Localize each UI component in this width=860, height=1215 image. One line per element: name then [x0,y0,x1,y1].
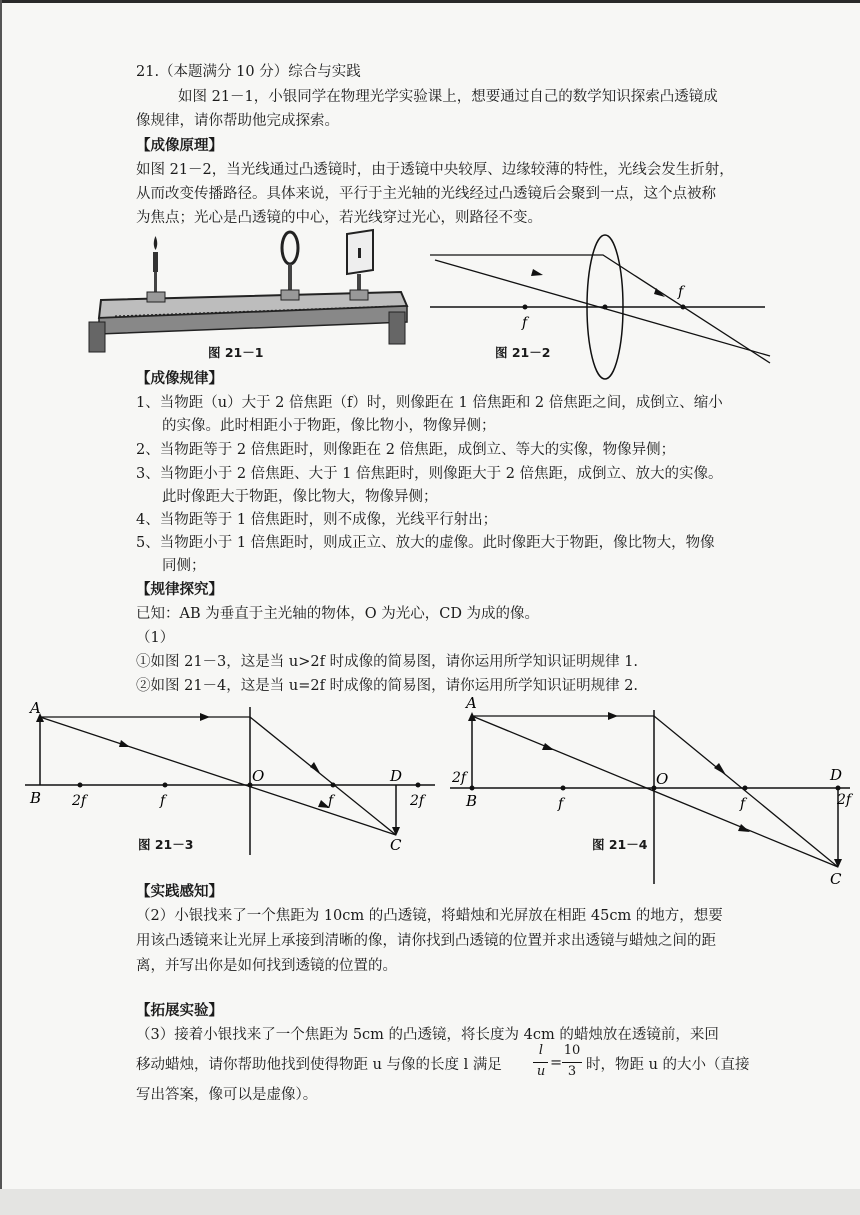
extension-line-1: （3）接着小银找来了一个焦距为 5cm 的凸透镜，将长度为 4cm 的蜡烛放在透镜前，来回 [136,1027,719,1043]
fig4-label-f-left: f [558,796,564,812]
focus-label-left: f [522,315,528,331]
fraction-l-numerator: l [538,1043,544,1058]
fig4-label-A: A [466,694,477,712]
rule-1-line-1: 1、当物距（u）大于 2 倍焦距（f）时，则像距在 1 倍焦距和 2 倍焦距之间，成倒立、缩小 [136,395,723,411]
fraction-value-numerator: 10 [563,1043,581,1058]
figure-21-4-diagram [450,692,855,892]
rules-heading: 【成像规律】 [136,370,223,387]
fig3-label-A: A [30,699,41,717]
rule-3-line-2: 此时像距大于物距，像比物大，物像异侧； [162,489,438,505]
optical-bench-figure [85,226,415,356]
rule-4: 4、当物距等于 1 倍焦距时，则不成像，光线平行射出； [136,512,498,528]
fraction-equals: = [550,1055,563,1071]
part-1-sub-1: ①如图 21－3，这是当 u>2f 时成像的简易图，请你运用所学知识证明规律 1. [136,654,639,670]
extension-line-2-end: 时，物距 u 的大小（直接 [586,1057,750,1073]
question-header: 21.（本题满分 10 分）综合与实践 [136,64,361,80]
principle-heading: 【成像原理】 [136,137,223,154]
center-ray [435,260,770,356]
principle-line-1: 如图 21－2，当光线通过凸透镜时，由于透镜中央较厚、边缘较薄的特性，光线会发生折射， [136,162,734,178]
extension-line-2-start: 移动蜡烛，请你帮助他找到使得物距 u 与像的长度 l 满足 [136,1057,502,1073]
fig3-label-2f-left: 2f [72,793,87,809]
lens-holder-icon [282,232,298,296]
scan-top-edge [0,0,860,3]
fig4-label-C: C [830,870,842,888]
center-ray [40,717,396,835]
lens-refraction-diagram [425,230,775,380]
practice-heading: 【实践感知】 [136,883,223,900]
practice-line-2: 用该凸透镜来让光屏上承接到清晰的像，请你找到凸透镜的位置并求出透镜与蜡烛之间的距 [136,933,716,949]
light-screen-icon [347,230,373,296]
center-ray [472,716,838,867]
explore-heading: 【规律探究】 [136,581,223,598]
fig1-caption: 图 21－1 [208,345,264,360]
fig4-label-O: O [656,770,669,788]
rule-5-line-1: 5、当物距小于 1 倍焦距时，则成正立、放大的虚像。此时像距大于物距，像比物大，物像 [136,535,715,551]
practice-line-3: 离，并写出你是如何找到透镜的位置的。 [136,958,397,974]
fraction-value-denominator: 3 [567,1064,577,1079]
intro-line-2: 像规律，请你帮助他完成探索。 [136,113,339,129]
fig3-caption: 图 21－3 [138,837,194,852]
extension-heading: 【拓展实验】 [136,1002,223,1019]
fig4-label-f-right: f [740,796,746,812]
principle-line-2: 从而改变传播路径。具体来说，平行于主光轴的光线经过凸透镜后会聚到一点，这个点被称 [136,186,716,202]
fig4-label-D: D [830,766,843,784]
fig4-label-2f-right: 2f [837,792,852,808]
intro-line-1: 如图 21－1，小银同学在物理光学实验课上，想要通过自己的数学知识探索凸透镜成 [178,89,718,105]
practice-line-1: （2）小银找来了一个焦距为 10cm 的凸透镜，将蜡烛和光屏放在相距 45cm 的地方，想要 [136,908,723,924]
rule-3-line-1: 3、当物距小于 2 倍焦距、大于 1 倍焦距时，则像距大于 2 倍焦距，成倒立、放大的实像。 [136,466,723,482]
fig3-label-O: O [252,767,265,785]
fraction-l-denominator: u [536,1064,546,1079]
fraction-value-bar [562,1062,582,1063]
explore-given: 已知：AB 为垂直于主光轴的物体，O 为光心，CD 为成的像。 [136,606,540,622]
fig3-label-B: B [30,789,42,807]
fraction-l-bar [533,1062,548,1063]
fig3-label-C: C [390,836,402,854]
part-1-sub-2: ②如图 21－4，这是当 u=2f 时成像的简易图，请你运用所学知识证明规律 2. [136,678,639,694]
fig4-label-2f-left: 2f [452,770,467,786]
figure-21-3-diagram [20,695,440,860]
parallel-ray [430,255,770,363]
fig4-caption: 图 21－4 [592,837,648,852]
rule-5-line-2: 同侧； [162,558,206,574]
fig3-label-2f-right: 2f [410,793,425,809]
rule-1-line-2: 的实像。此时相距小于物距，像比物小，物像异侧； [162,418,496,434]
candle-icon [153,236,158,294]
fig3-label-f-right: f [328,793,334,809]
part-1-label: （1） [136,630,175,646]
focus-label-right: f [678,284,684,300]
rule-2: 2、当物距等于 2 倍焦距时，则像距在 2 倍焦距，成倒立、等大的实像，物像异侧； [136,442,676,458]
scan-bottom-edge [0,1189,860,1215]
fig2-caption: 图 21－2 [495,345,551,360]
fig4-label-B: B [466,792,478,810]
scan-left-edge [0,0,2,1215]
principle-line-3: 为焦点；光心是凸透镜的中心，若光线穿过光心，则路径不变。 [136,210,542,226]
fig3-label-D: D [390,767,403,785]
fig3-label-f-left: f [160,793,166,809]
extension-line-3: 写出答案，像可以是虚像）。 [136,1087,318,1103]
